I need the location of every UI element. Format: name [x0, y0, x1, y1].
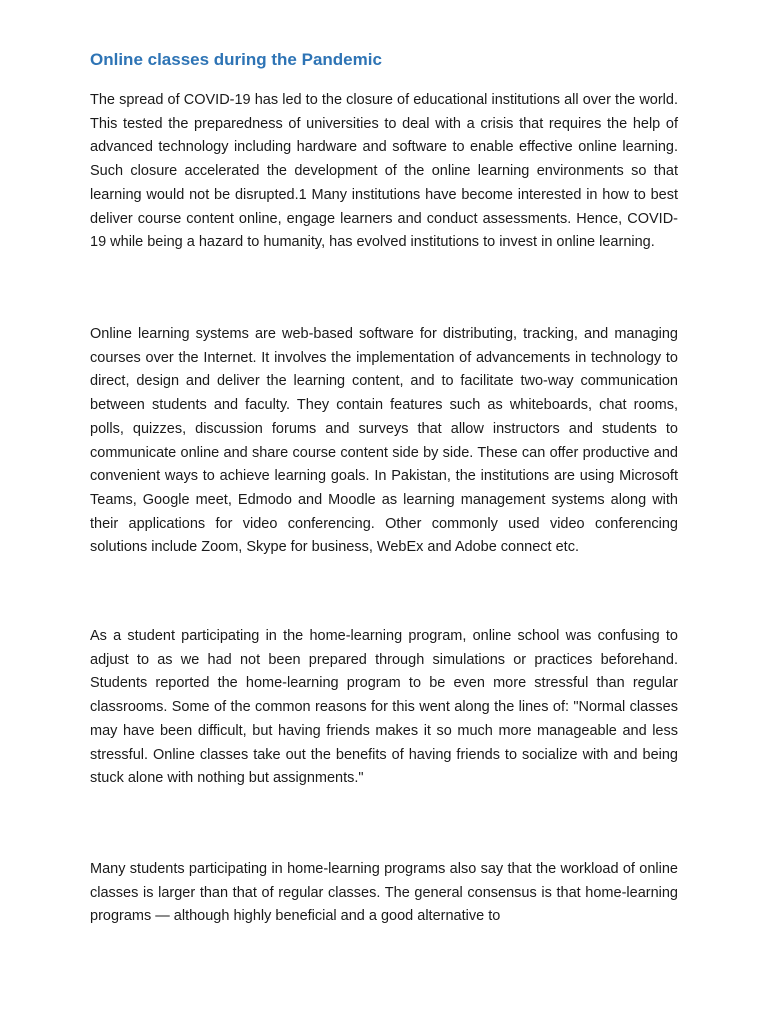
document-title: Online classes during the Pandemic — [90, 50, 382, 69]
paragraph-online-learning-systems: Online learning systems are web-based software for distributing, tracking, and managing courses over the Internet. It involves the implementation of advancements in technology to direct, design and deliver the learning content, and to facilitate two-way communication between students and faculty. They contain features such as whiteboards, chat rooms, polls, quizzes, discussion forums and surveys that allow instructors and students to communicate online and share course content side by side. These can offer productive and convenient ways to achieve learning goals. In Pakistan, the institutions are using Microsoft Teams, Google meet, Edmodo and Moodle as learning management systems along with their applications for video conferencing. Other commonly used video conferencing solutions include Zoom, Skype for business, WebEx and Adobe connect etc. — [90, 326, 678, 556]
paragraph-student-experience: As a student participating in the home-learning program, online school was confusing to adjust to as we had not been prepared through simulations or practices beforehand. Students reported the home-learning program to be even more stressful than regular classrooms. Some of the common reasons for this went along the lines of: "Normal classes may have been difficult, but having friends makes it so much more manageable and less stressful. Online classes take out the benefits of having friends to socialize with and being stuck alone with nothing but assignments." — [90, 628, 678, 787]
paragraph-workload: Many students participating in home-learning programs also say that the workload of online classes is larger than that of regular classes. The general consensus is that home-learning programs — although highly beneficial and a good alternative to — [90, 861, 678, 925]
paragraph-covid-closure: The spread of COVID-19 has led to the closure of educational institutions all over the world. This tested the preparedness of universities to deal with a crisis that requires the help of advanced technology including hardware and software to enable effective online learning. Such closure accelerated the development of the online learning environments so that learning would not be disrupted.1 Many institutions have become interested in how to best deliver course content online, engage learners and conduct assessments. Hence, COVID-19 while being a hazard to humanity, has evolved institutions to invest in online learning. — [90, 92, 678, 251]
